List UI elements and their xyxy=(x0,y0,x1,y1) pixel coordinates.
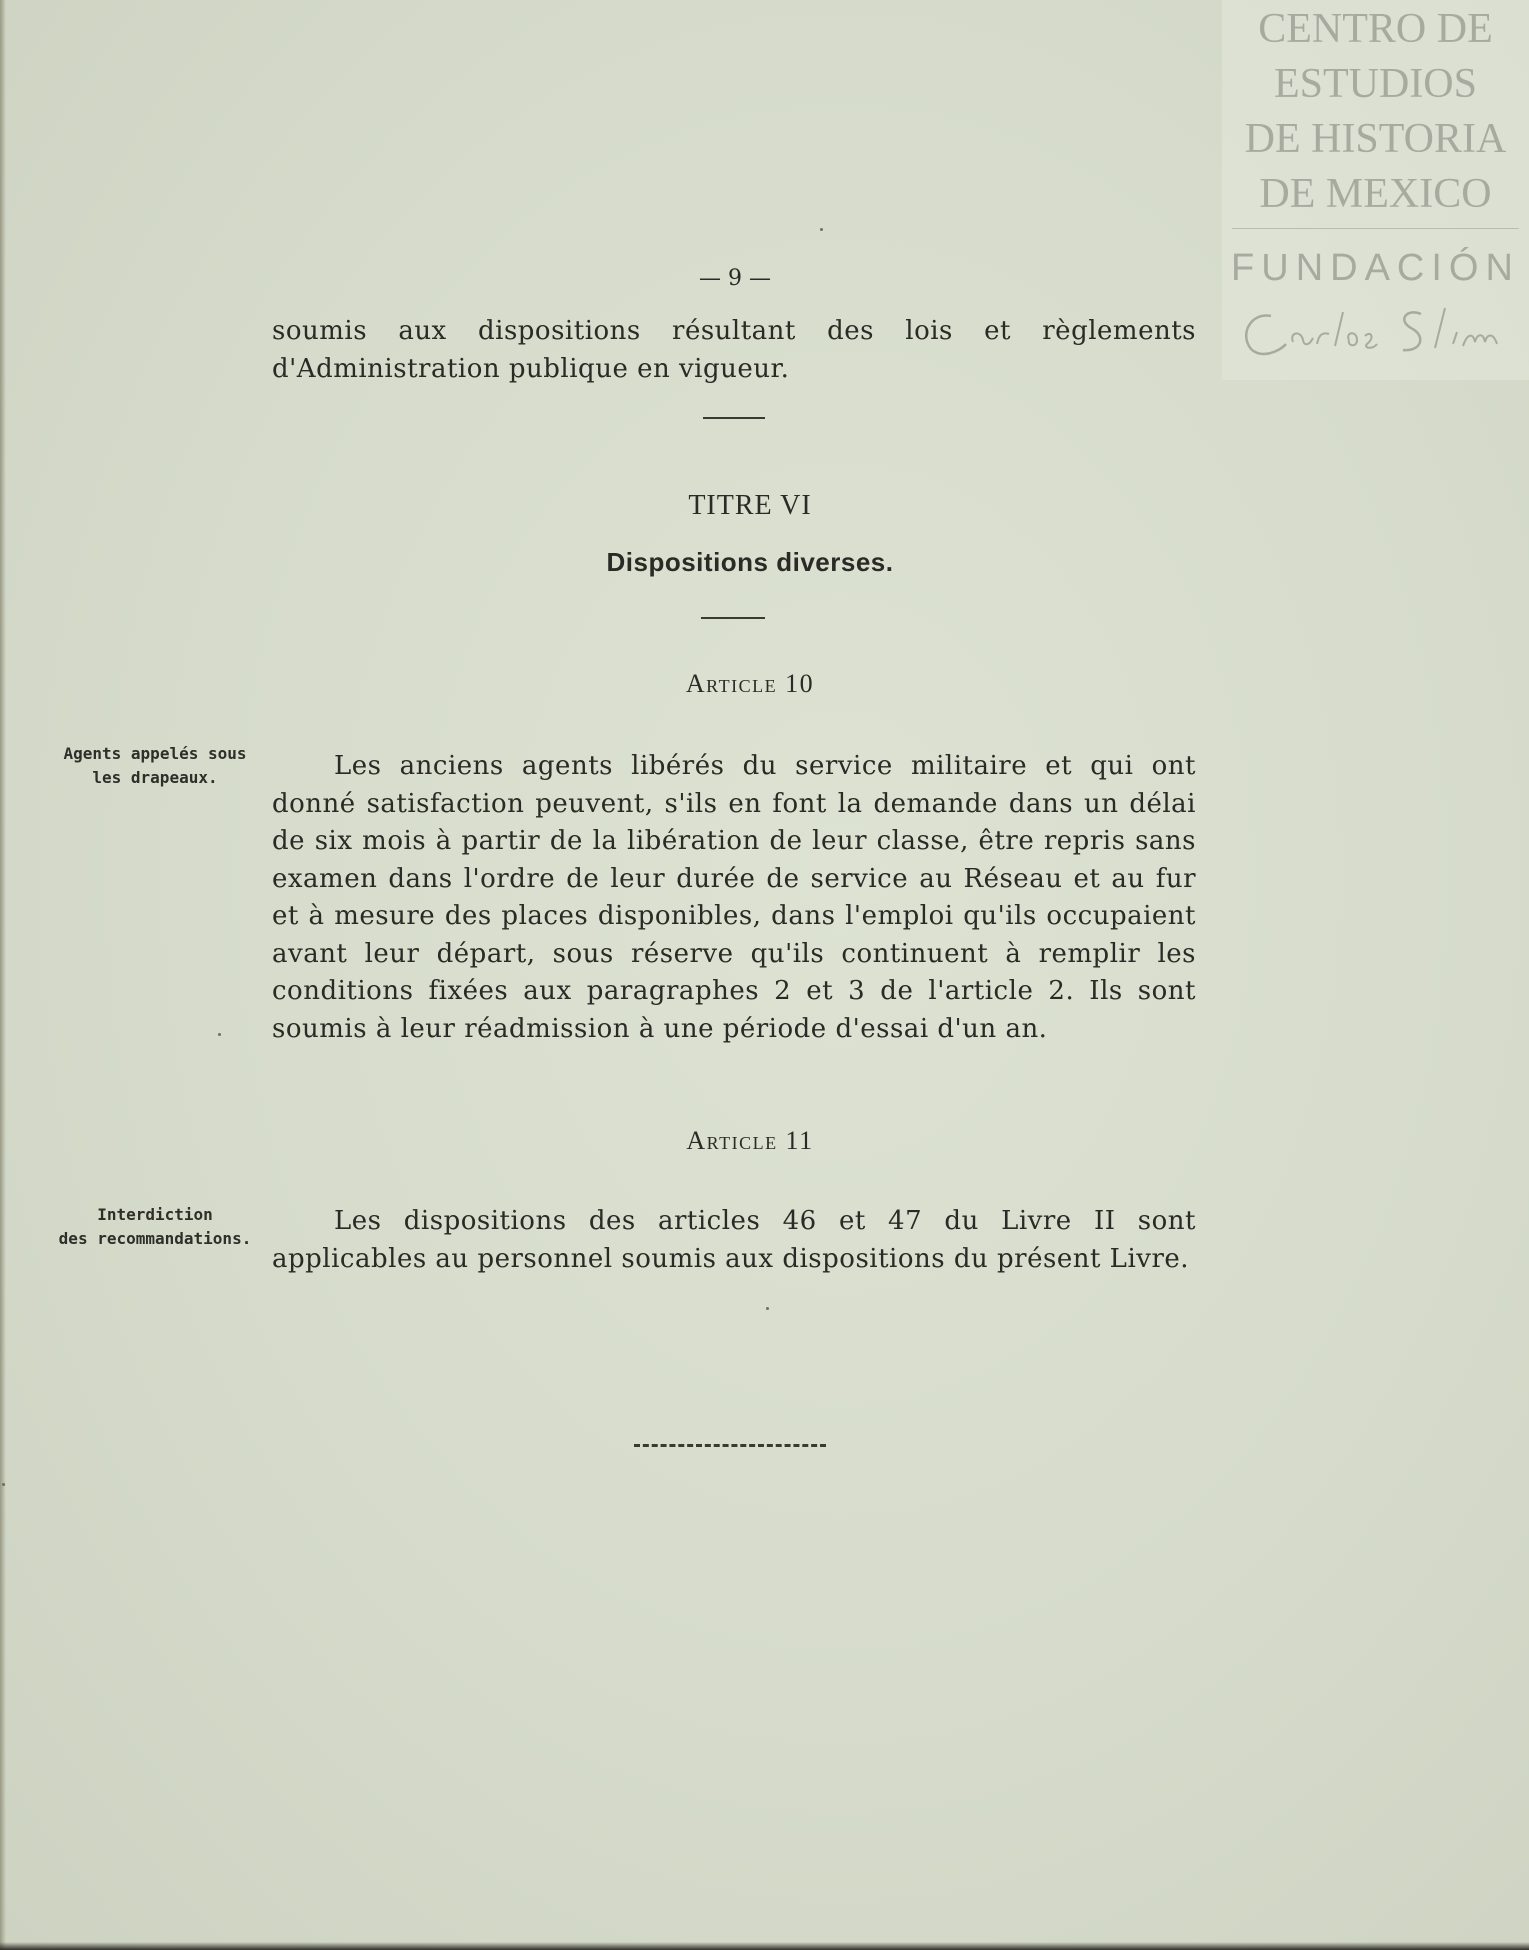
section-divider xyxy=(703,417,765,419)
paper-speck xyxy=(766,1307,769,1310)
intro-paragraph-text: soumis aux dispositions résultant des lois et règlements d'Administration publique en vigueur. xyxy=(272,316,1196,384)
article-body xyxy=(272,748,1196,1048)
watermark-fundacion: FUNDACIÓN xyxy=(1231,247,1520,289)
section-divider xyxy=(701,617,765,619)
margin-note-line: les drapeaux. xyxy=(92,768,218,787)
paper-speck xyxy=(820,228,823,231)
watermark-signature xyxy=(1222,294,1529,368)
paper-speck xyxy=(218,1033,221,1036)
watermark-institution xyxy=(1232,0,1519,229)
margin-note-line: Agents appelés sous xyxy=(63,744,247,763)
watermark-line: ESTUDIOS xyxy=(1273,61,1477,107)
watermark-line: CENTRO DE xyxy=(1258,6,1493,52)
article-paragraph: Les anciens agents libérés du service militaire et qui ont donné satisfaction peuvent, s'ils en font la demande dans un délai de six mois à partir de la libération de leur classe, être repris sans examen dans l'ordre de leur durée de service au Réseau et au fur et à mesure des places disponibles, dans l'emploi qu'ils occupaient avant leur départ, sous réserve qu'ils continuent à remplir les conditions fixées aux paragraphes 2 et 3 de l'article 2. Ils sont soumis à leur réadmission à une période d'essai d'un an. xyxy=(272,751,1196,1044)
margin-note-line: des recommandations. xyxy=(58,1229,252,1248)
margin-note xyxy=(40,1203,270,1251)
article-body xyxy=(272,1203,1196,1278)
paper-speck xyxy=(2,1483,5,1486)
article-heading: Article 11 xyxy=(686,1126,814,1155)
article-paragraph: Les dispositions des articles 46 et 47 du Livre II sont applicables au personnel soumis aux dispositions du présent Livre. xyxy=(272,1206,1196,1274)
page-number: — 9 — xyxy=(699,266,771,291)
end-ornament xyxy=(634,1444,826,1447)
margin-note-line: Interdiction xyxy=(97,1205,213,1224)
intro-paragraph xyxy=(272,313,1196,388)
section-title: TITRE VI xyxy=(688,490,812,521)
margin-note xyxy=(40,742,270,790)
article-heading: Article 10 xyxy=(685,669,815,698)
page-bottom-shadow xyxy=(0,1942,1529,1950)
page-edge-shadow xyxy=(0,0,6,1950)
section-subtitle: Dispositions diverses. xyxy=(606,547,894,577)
watermark-line: DE MEXICO xyxy=(1259,171,1492,217)
watermark-line: DE HISTORIA xyxy=(1244,116,1507,162)
archive-watermark xyxy=(1222,0,1529,380)
